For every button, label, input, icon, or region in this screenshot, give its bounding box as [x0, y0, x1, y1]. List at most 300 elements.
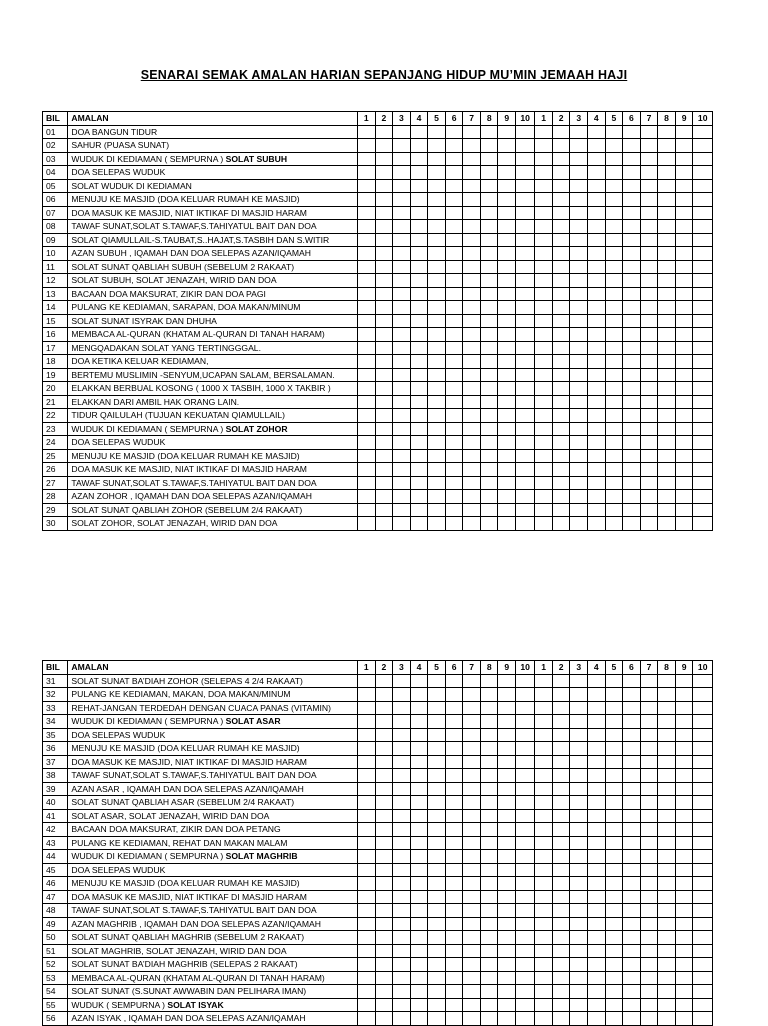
check-cell[interactable]: [516, 287, 535, 301]
check-cell[interactable]: [375, 688, 393, 702]
check-cell[interactable]: [480, 206, 498, 220]
check-cell[interactable]: [445, 436, 463, 450]
check-cell[interactable]: [498, 944, 516, 958]
check-cell[interactable]: [675, 422, 693, 436]
check-cell[interactable]: [588, 341, 606, 355]
check-cell[interactable]: [623, 971, 641, 985]
check-cell[interactable]: [516, 382, 535, 396]
check-cell[interactable]: [410, 742, 428, 756]
check-cell[interactable]: [640, 490, 658, 504]
check-cell[interactable]: [393, 877, 411, 891]
check-cell[interactable]: [357, 742, 375, 756]
check-cell[interactable]: [428, 152, 446, 166]
check-cell[interactable]: [605, 836, 623, 850]
check-cell[interactable]: [535, 463, 553, 477]
check-cell[interactable]: [357, 166, 375, 180]
check-cell[interactable]: [375, 233, 393, 247]
check-cell[interactable]: [445, 409, 463, 423]
check-cell[interactable]: [535, 422, 553, 436]
check-cell[interactable]: [498, 836, 516, 850]
check-cell[interactable]: [428, 917, 446, 931]
check-cell[interactable]: [393, 449, 411, 463]
check-cell[interactable]: [357, 958, 375, 972]
check-cell[interactable]: [498, 890, 516, 904]
check-cell[interactable]: [658, 490, 676, 504]
check-cell[interactable]: [570, 850, 588, 864]
check-cell[interactable]: [375, 958, 393, 972]
check-cell[interactable]: [535, 877, 553, 891]
check-cell[interactable]: [658, 301, 676, 315]
check-cell[interactable]: [410, 274, 428, 288]
check-cell[interactable]: [357, 490, 375, 504]
check-cell[interactable]: [605, 436, 623, 450]
check-cell[interactable]: [623, 850, 641, 864]
check-cell[interactable]: [693, 728, 713, 742]
check-cell[interactable]: [393, 890, 411, 904]
check-cell[interactable]: [516, 449, 535, 463]
check-cell[interactable]: [552, 985, 570, 999]
check-cell[interactable]: [393, 179, 411, 193]
check-cell[interactable]: [570, 877, 588, 891]
check-cell[interactable]: [552, 755, 570, 769]
check-cell[interactable]: [658, 274, 676, 288]
check-cell[interactable]: [570, 674, 588, 688]
check-cell[interactable]: [463, 382, 481, 396]
check-cell[interactable]: [393, 971, 411, 985]
check-cell[interactable]: [623, 769, 641, 783]
check-cell[interactable]: [375, 796, 393, 810]
check-cell[interactable]: [693, 944, 713, 958]
check-cell[interactable]: [693, 125, 713, 139]
check-cell[interactable]: [693, 139, 713, 153]
check-cell[interactable]: [640, 233, 658, 247]
check-cell[interactable]: [623, 1012, 641, 1026]
check-cell[interactable]: [693, 368, 713, 382]
check-cell[interactable]: [658, 958, 676, 972]
check-cell[interactable]: [357, 355, 375, 369]
check-cell[interactable]: [588, 715, 606, 729]
check-cell[interactable]: [693, 796, 713, 810]
check-cell[interactable]: [463, 877, 481, 891]
check-cell[interactable]: [480, 674, 498, 688]
check-cell[interactable]: [393, 517, 411, 531]
check-cell[interactable]: [357, 368, 375, 382]
check-cell[interactable]: [640, 1012, 658, 1026]
check-cell[interactable]: [552, 139, 570, 153]
check-cell[interactable]: [480, 998, 498, 1012]
check-cell[interactable]: [623, 904, 641, 918]
check-cell[interactable]: [498, 449, 516, 463]
check-cell[interactable]: [623, 152, 641, 166]
check-cell[interactable]: [516, 688, 535, 702]
check-cell[interactable]: [498, 220, 516, 234]
check-cell[interactable]: [570, 179, 588, 193]
check-cell[interactable]: [693, 260, 713, 274]
check-cell[interactable]: [588, 674, 606, 688]
check-cell[interactable]: [535, 931, 553, 945]
check-cell[interactable]: [410, 674, 428, 688]
check-cell[interactable]: [463, 917, 481, 931]
check-cell[interactable]: [588, 125, 606, 139]
check-cell[interactable]: [605, 769, 623, 783]
check-cell[interactable]: [675, 890, 693, 904]
check-cell[interactable]: [410, 287, 428, 301]
check-cell[interactable]: [410, 904, 428, 918]
check-cell[interactable]: [480, 260, 498, 274]
check-cell[interactable]: [605, 782, 623, 796]
check-cell[interactable]: [675, 301, 693, 315]
check-cell[interactable]: [516, 490, 535, 504]
check-cell[interactable]: [552, 409, 570, 423]
check-cell[interactable]: [588, 809, 606, 823]
check-cell[interactable]: [658, 809, 676, 823]
check-cell[interactable]: [675, 125, 693, 139]
check-cell[interactable]: [552, 701, 570, 715]
check-cell[interactable]: [675, 742, 693, 756]
check-cell[interactable]: [480, 742, 498, 756]
check-cell[interactable]: [463, 247, 481, 261]
check-cell[interactable]: [693, 490, 713, 504]
check-cell[interactable]: [675, 220, 693, 234]
check-cell[interactable]: [570, 503, 588, 517]
check-cell[interactable]: [498, 125, 516, 139]
check-cell[interactable]: [480, 233, 498, 247]
check-cell[interactable]: [605, 449, 623, 463]
check-cell[interactable]: [605, 971, 623, 985]
check-cell[interactable]: [410, 985, 428, 999]
check-cell[interactable]: [552, 517, 570, 531]
check-cell[interactable]: [498, 206, 516, 220]
check-cell[interactable]: [375, 382, 393, 396]
check-cell[interactable]: [463, 368, 481, 382]
check-cell[interactable]: [516, 206, 535, 220]
check-cell[interactable]: [570, 755, 588, 769]
check-cell[interactable]: [393, 809, 411, 823]
check-cell[interactable]: [535, 436, 553, 450]
check-cell[interactable]: [516, 301, 535, 315]
check-cell[interactable]: [675, 728, 693, 742]
check-cell[interactable]: [410, 1012, 428, 1026]
check-cell[interactable]: [693, 1012, 713, 1026]
check-cell[interactable]: [658, 985, 676, 999]
check-cell[interactable]: [410, 517, 428, 531]
check-cell[interactable]: [393, 850, 411, 864]
check-cell[interactable]: [428, 688, 446, 702]
check-cell[interactable]: [552, 782, 570, 796]
check-cell[interactable]: [640, 931, 658, 945]
check-cell[interactable]: [605, 1012, 623, 1026]
check-cell[interactable]: [445, 715, 463, 729]
check-cell[interactable]: [588, 247, 606, 261]
check-cell[interactable]: [357, 701, 375, 715]
check-cell[interactable]: [623, 260, 641, 274]
check-cell[interactable]: [552, 233, 570, 247]
check-cell[interactable]: [357, 139, 375, 153]
check-cell[interactable]: [393, 355, 411, 369]
check-cell[interactable]: [640, 958, 658, 972]
check-cell[interactable]: [463, 688, 481, 702]
check-cell[interactable]: [357, 985, 375, 999]
check-cell[interactable]: [640, 220, 658, 234]
check-cell[interactable]: [623, 436, 641, 450]
check-cell[interactable]: [498, 917, 516, 931]
check-cell[interactable]: [675, 368, 693, 382]
check-cell[interactable]: [640, 503, 658, 517]
check-cell[interactable]: [410, 490, 428, 504]
check-cell[interactable]: [393, 125, 411, 139]
check-cell[interactable]: [570, 355, 588, 369]
check-cell[interactable]: [480, 193, 498, 207]
check-cell[interactable]: [675, 755, 693, 769]
check-cell[interactable]: [498, 233, 516, 247]
check-cell[interactable]: [393, 917, 411, 931]
check-cell[interactable]: [552, 247, 570, 261]
check-cell[interactable]: [640, 355, 658, 369]
check-cell[interactable]: [445, 395, 463, 409]
check-cell[interactable]: [640, 274, 658, 288]
check-cell[interactable]: [428, 422, 446, 436]
check-cell[interactable]: [428, 998, 446, 1012]
check-cell[interactable]: [357, 931, 375, 945]
check-cell[interactable]: [675, 850, 693, 864]
check-cell[interactable]: [445, 742, 463, 756]
check-cell[interactable]: [675, 314, 693, 328]
check-cell[interactable]: [445, 341, 463, 355]
check-cell[interactable]: [588, 503, 606, 517]
check-cell[interactable]: [393, 463, 411, 477]
check-cell[interactable]: [570, 715, 588, 729]
check-cell[interactable]: [480, 917, 498, 931]
check-cell[interactable]: [357, 220, 375, 234]
check-cell[interactable]: [445, 476, 463, 490]
check-cell[interactable]: [393, 503, 411, 517]
check-cell[interactable]: [693, 517, 713, 531]
check-cell[interactable]: [357, 395, 375, 409]
check-cell[interactable]: [375, 422, 393, 436]
check-cell[interactable]: [658, 166, 676, 180]
check-cell[interactable]: [693, 809, 713, 823]
check-cell[interactable]: [357, 152, 375, 166]
check-cell[interactable]: [675, 287, 693, 301]
check-cell[interactable]: [588, 152, 606, 166]
check-cell[interactable]: [623, 206, 641, 220]
check-cell[interactable]: [588, 944, 606, 958]
check-cell[interactable]: [428, 742, 446, 756]
check-cell[interactable]: [552, 850, 570, 864]
check-cell[interactable]: [375, 809, 393, 823]
check-cell[interactable]: [445, 463, 463, 477]
check-cell[interactable]: [480, 715, 498, 729]
check-cell[interactable]: [570, 796, 588, 810]
check-cell[interactable]: [693, 206, 713, 220]
check-cell[interactable]: [570, 917, 588, 931]
check-cell[interactable]: [498, 436, 516, 450]
check-cell[interactable]: [393, 1012, 411, 1026]
check-cell[interactable]: [605, 233, 623, 247]
check-cell[interactable]: [480, 809, 498, 823]
check-cell[interactable]: [570, 931, 588, 945]
check-cell[interactable]: [588, 490, 606, 504]
check-cell[interactable]: [552, 769, 570, 783]
check-cell[interactable]: [693, 179, 713, 193]
check-cell[interactable]: [357, 503, 375, 517]
check-cell[interactable]: [498, 931, 516, 945]
check-cell[interactable]: [410, 409, 428, 423]
check-cell[interactable]: [410, 823, 428, 837]
check-cell[interactable]: [393, 823, 411, 837]
check-cell[interactable]: [445, 674, 463, 688]
check-cell[interactable]: [693, 436, 713, 450]
check-cell[interactable]: [570, 274, 588, 288]
check-cell[interactable]: [693, 422, 713, 436]
check-cell[interactable]: [552, 809, 570, 823]
check-cell[interactable]: [552, 715, 570, 729]
check-cell[interactable]: [357, 422, 375, 436]
check-cell[interactable]: [675, 863, 693, 877]
check-cell[interactable]: [658, 823, 676, 837]
check-cell[interactable]: [675, 328, 693, 342]
check-cell[interactable]: [570, 260, 588, 274]
check-cell[interactable]: [640, 688, 658, 702]
check-cell[interactable]: [428, 971, 446, 985]
check-cell[interactable]: [552, 796, 570, 810]
check-cell[interactable]: [480, 503, 498, 517]
check-cell[interactable]: [357, 863, 375, 877]
check-cell[interactable]: [605, 152, 623, 166]
check-cell[interactable]: [375, 782, 393, 796]
check-cell[interactable]: [480, 395, 498, 409]
check-cell[interactable]: [516, 863, 535, 877]
check-cell[interactable]: [516, 220, 535, 234]
check-cell[interactable]: [623, 836, 641, 850]
check-cell[interactable]: [535, 701, 553, 715]
check-cell[interactable]: [605, 904, 623, 918]
check-cell[interactable]: [640, 139, 658, 153]
check-cell[interactable]: [428, 260, 446, 274]
check-cell[interactable]: [480, 409, 498, 423]
check-cell[interactable]: [552, 863, 570, 877]
check-cell[interactable]: [428, 755, 446, 769]
check-cell[interactable]: [480, 755, 498, 769]
check-cell[interactable]: [516, 985, 535, 999]
check-cell[interactable]: [552, 274, 570, 288]
check-cell[interactable]: [498, 674, 516, 688]
check-cell[interactable]: [658, 796, 676, 810]
check-cell[interactable]: [535, 139, 553, 153]
check-cell[interactable]: [463, 944, 481, 958]
check-cell[interactable]: [640, 985, 658, 999]
check-cell[interactable]: [428, 476, 446, 490]
check-cell[interactable]: [480, 476, 498, 490]
check-cell[interactable]: [658, 904, 676, 918]
check-cell[interactable]: [640, 247, 658, 261]
check-cell[interactable]: [428, 368, 446, 382]
check-cell[interactable]: [463, 503, 481, 517]
check-cell[interactable]: [605, 931, 623, 945]
check-cell[interactable]: [357, 436, 375, 450]
check-cell[interactable]: [463, 674, 481, 688]
check-cell[interactable]: [410, 422, 428, 436]
check-cell[interactable]: [552, 917, 570, 931]
check-cell[interactable]: [357, 233, 375, 247]
check-cell[interactable]: [516, 233, 535, 247]
check-cell[interactable]: [535, 382, 553, 396]
check-cell[interactable]: [410, 125, 428, 139]
check-cell[interactable]: [658, 715, 676, 729]
check-cell[interactable]: [535, 904, 553, 918]
check-cell[interactable]: [552, 1012, 570, 1026]
check-cell[interactable]: [393, 314, 411, 328]
check-cell[interactable]: [658, 476, 676, 490]
check-cell[interactable]: [375, 247, 393, 261]
check-cell[interactable]: [693, 742, 713, 756]
check-cell[interactable]: [428, 490, 446, 504]
check-cell[interactable]: [410, 382, 428, 396]
check-cell[interactable]: [410, 971, 428, 985]
check-cell[interactable]: [658, 850, 676, 864]
check-cell[interactable]: [623, 382, 641, 396]
check-cell[interactable]: [410, 233, 428, 247]
check-cell[interactable]: [535, 490, 553, 504]
check-cell[interactable]: [588, 395, 606, 409]
check-cell[interactable]: [693, 998, 713, 1012]
check-cell[interactable]: [623, 985, 641, 999]
check-cell[interactable]: [516, 422, 535, 436]
check-cell[interactable]: [605, 328, 623, 342]
check-cell[interactable]: [588, 260, 606, 274]
check-cell[interactable]: [623, 220, 641, 234]
check-cell[interactable]: [552, 436, 570, 450]
check-cell[interactable]: [570, 436, 588, 450]
check-cell[interactable]: [480, 782, 498, 796]
check-cell[interactable]: [658, 139, 676, 153]
check-cell[interactable]: [605, 958, 623, 972]
check-cell[interactable]: [393, 796, 411, 810]
check-cell[interactable]: [675, 260, 693, 274]
check-cell[interactable]: [393, 755, 411, 769]
check-cell[interactable]: [588, 166, 606, 180]
check-cell[interactable]: [535, 998, 553, 1012]
check-cell[interactable]: [357, 206, 375, 220]
check-cell[interactable]: [605, 823, 623, 837]
check-cell[interactable]: [498, 166, 516, 180]
check-cell[interactable]: [375, 742, 393, 756]
check-cell[interactable]: [552, 742, 570, 756]
check-cell[interactable]: [693, 193, 713, 207]
check-cell[interactable]: [428, 503, 446, 517]
check-cell[interactable]: [605, 998, 623, 1012]
check-cell[interactable]: [570, 904, 588, 918]
check-cell[interactable]: [410, 755, 428, 769]
check-cell[interactable]: [623, 476, 641, 490]
check-cell[interactable]: [463, 409, 481, 423]
check-cell[interactable]: [410, 193, 428, 207]
check-cell[interactable]: [570, 382, 588, 396]
check-cell[interactable]: [516, 247, 535, 261]
check-cell[interactable]: [410, 179, 428, 193]
check-cell[interactable]: [463, 260, 481, 274]
check-cell[interactable]: [445, 782, 463, 796]
check-cell[interactable]: [658, 890, 676, 904]
check-cell[interactable]: [588, 728, 606, 742]
check-cell[interactable]: [516, 836, 535, 850]
check-cell[interactable]: [393, 958, 411, 972]
check-cell[interactable]: [428, 179, 446, 193]
check-cell[interactable]: [570, 166, 588, 180]
check-cell[interactable]: [658, 233, 676, 247]
check-cell[interactable]: [535, 395, 553, 409]
check-cell[interactable]: [623, 503, 641, 517]
